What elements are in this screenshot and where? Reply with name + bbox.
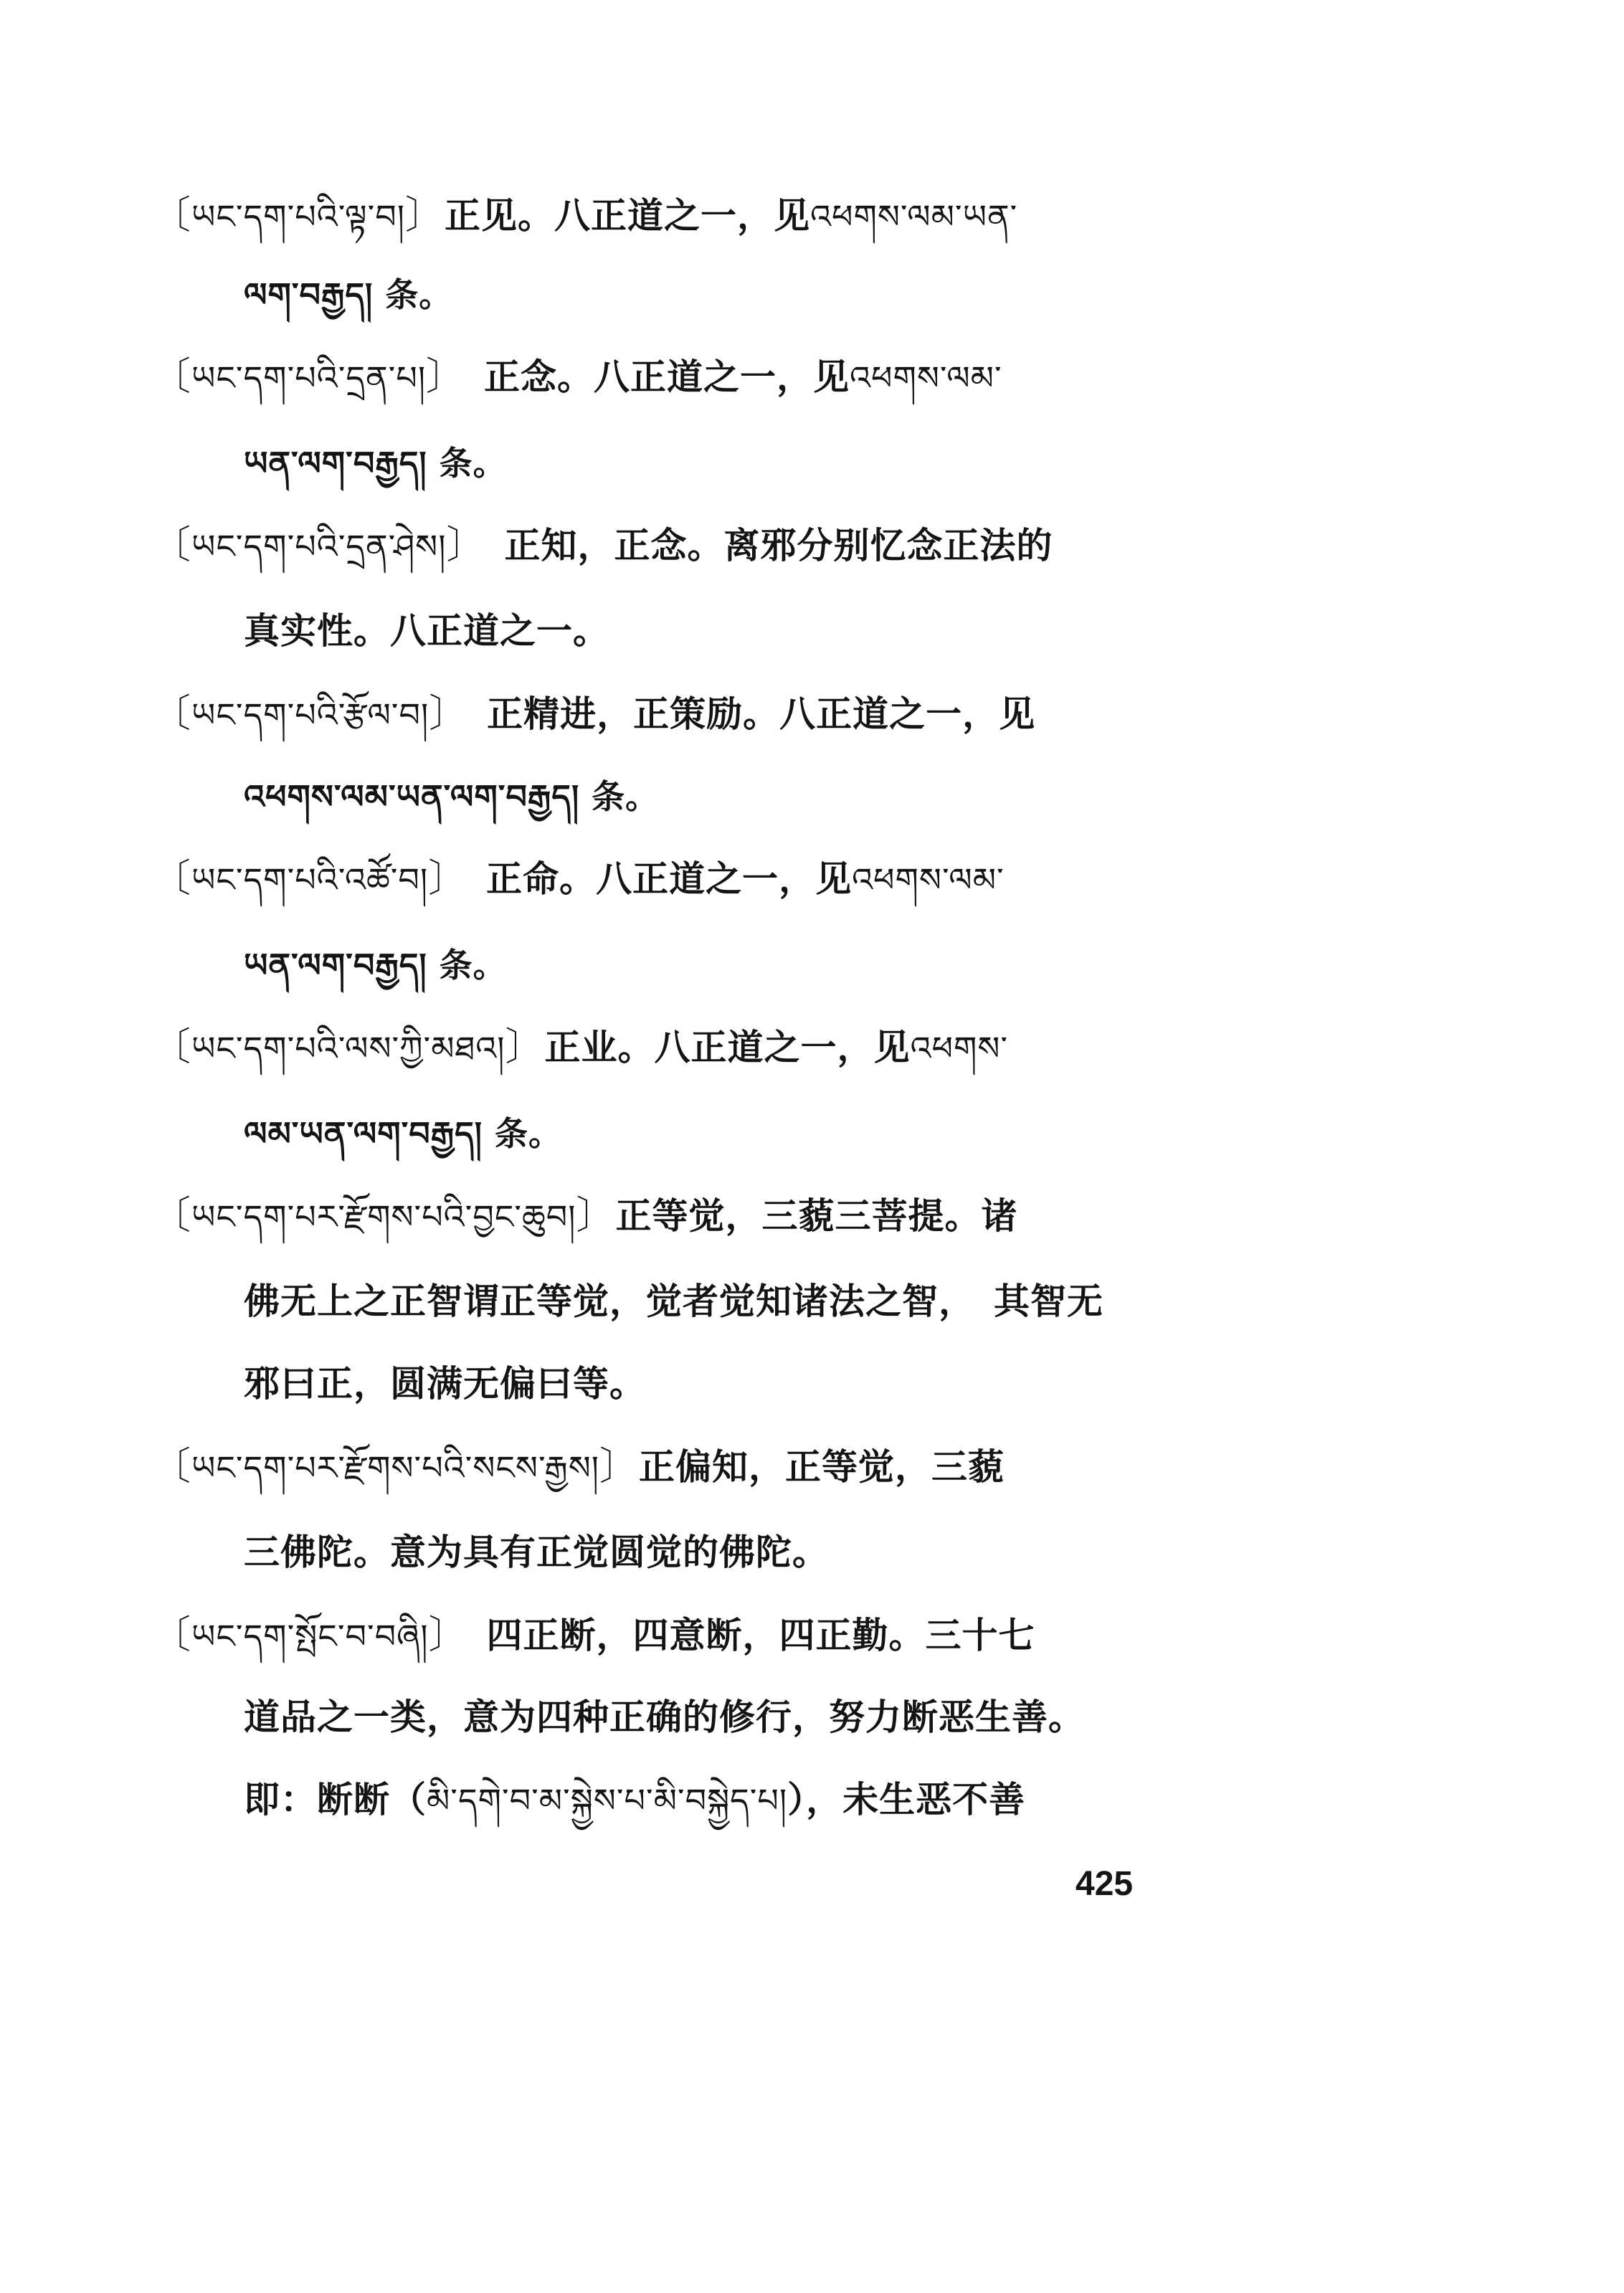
entry-continuation-line <box>244 1108 562 1158</box>
tibetan-cross-reference: འཕགས་ལམ་ <box>850 359 1002 397</box>
entry-continuation-line <box>244 1692 1085 1742</box>
tibetan-cross-reference: འཕགས་ལམ་ཡན་ <box>809 197 1018 236</box>
tibetan-inline-phrase: མི་དགེ་བ་མ་སྐྱེས་པ་མི་བསྐྱེད་པ། <box>427 1781 788 1820</box>
page-number: 425 <box>1075 1865 1134 1903</box>
tibetan-headword: ཡང་དག་སྤོང་བ་བཞི། <box>191 1617 429 1656</box>
definition-text: 正命。八正道之一，见 <box>486 858 853 900</box>
entry-continuation-line <box>244 939 507 989</box>
definition-text: ལམ་ཡན་ལག་བརྒྱད། 条。 <box>244 1114 562 1153</box>
entry-headword-line: 〔ཡང་དག་སྤོང་བ་བཞི།〕 四正断，四意断，四正勤。三十七 <box>152 1612 1035 1657</box>
definition-text: ལག་བརྒྱད། 条。 <box>244 275 453 314</box>
definition-text: ཡན་ལག་བརྒྱད། 条。 <box>244 946 507 984</box>
entry-headword-line: 〔ཡང་དག་པའི་རྩོལ་བ།〕 正精进，正策励。八正道之一，见 <box>152 690 1036 736</box>
tibetan-headword: ཡང་དག་པར་རྫོགས་པའི་སངས་རྒྱས། <box>191 1448 599 1487</box>
definition-text: ），未生恶不善 <box>787 1778 1026 1820</box>
tibetan-headword: ཡང་དག་པའི་རྩོལ་བ། <box>191 696 429 734</box>
definition-text: 正精进，正策励。八正道之一，见 <box>487 693 1036 735</box>
entry-headword-line: 〔ཡང་དག་པའི་ལས་ཀྱི་མཐའ།〕正业。八正道之一，见འཕགས་ <box>152 1024 1009 1069</box>
entry-headword-line: 〔ཡང་དག་པའི་དྲན་ཤེས།〕 正知，正念。离邪分别忆念正法的 <box>152 522 1053 567</box>
entry-continuation-line <box>244 771 659 821</box>
entry-headword-line: 〔ཡང་དག་པར་རྫོགས་པའི་སངས་རྒྱས།〕正偏知，正等觉，三藐 <box>152 1443 1005 1489</box>
definition-text: 即：断断（ <box>244 1778 427 1820</box>
definition-text: འཕགས་ལམ་ཡན་ལག་བརྒྱད། 条。 <box>244 777 660 816</box>
entry-continuation-line <box>244 1527 829 1577</box>
tibetan-headword: ཡང་དག་པའི་ལས་ཀྱི་མཐའ། <box>191 1029 505 1068</box>
entry-headword-line: 〔ཡང་དག་པའི་དྲན་པ།〕 正念。八正道之一，见འཕགས་ལམ་ <box>152 353 1002 399</box>
definition-text: 正见。八正道之一，见 <box>444 194 810 237</box>
tibetan-headword: ཡང་དག་པར་རྫོགས་པའི་བྱང་ཆུབ། <box>191 1197 576 1236</box>
entry-continuation-line <box>244 437 507 488</box>
definition-text: 道品之一类，意为四种正确的修行，努力断恶生善。 <box>244 1696 1085 1738</box>
entry-continuation-line <box>244 1775 1025 1825</box>
entry-continuation-line <box>244 606 609 656</box>
definition-text: 真实性。八正道之一。 <box>244 609 609 652</box>
entry-continuation-line <box>244 1276 1103 1326</box>
entry-continuation-line <box>244 1359 646 1409</box>
definition-text: 邪曰正，圆满无偏曰等。 <box>244 1362 646 1405</box>
definition-text: 正念。八正道之一，见 <box>484 356 850 398</box>
entry-headword-line: 〔ཡང་དག་པའི་འཚོ་བ།〕 正命。八正道之一，见འཕགས་ལམ་ <box>152 855 1005 901</box>
definition-text: 三佛陀。意为具有正觉圆觉的佛陀。 <box>244 1531 829 1573</box>
tibetan-headword: ཡང་དག་པའི་ལྟ་བ། <box>191 197 405 236</box>
definition-text: 正业。八正道之一，见 <box>544 1026 911 1068</box>
definition-text: 正偏知，正等觉，三藐 <box>638 1445 1005 1488</box>
tibetan-headword: ཡང་དག་པའི་འཚོ་བ། <box>191 860 429 899</box>
tibetan-headword: ཡང་དག་པའི་དྲན་པ། <box>191 359 427 397</box>
definition-text: 四正断，四意断，四正勤。三十七 <box>486 1614 1035 1656</box>
definition-text: 正等觉，三藐三菩提。诸 <box>615 1195 1018 1237</box>
definition-text: 佛无上之正智谓正等觉，觉者觉知诸法之智， 其智无 <box>244 1280 1103 1322</box>
entry-headword-line: 〔ཡང་དག་པའི་ལྟ་བ།〕正见。八正道之一，见འཕགས་ལམ་ཡན་ <box>152 192 1018 237</box>
definition-text: 正知，正念。离邪分别忆念正法的 <box>504 524 1053 566</box>
definition-text: ཡན་ལག་བརྒྱད། 条。 <box>244 444 507 483</box>
entry-headword-line: 〔ཡང་དག་པར་རྫོགས་པའི་བྱང་ཆུབ།〕正等觉，三藐三菩提。诸 <box>152 1192 1018 1238</box>
entry-continuation-line <box>244 269 452 319</box>
tibetan-headword: ཡང་དག་པའི་དྲན་ཤེས། <box>191 527 447 566</box>
tibetan-cross-reference: འཕགས་ <box>910 1029 1009 1068</box>
tibetan-cross-reference: འཕགས་ལམ་ <box>852 860 1005 899</box>
